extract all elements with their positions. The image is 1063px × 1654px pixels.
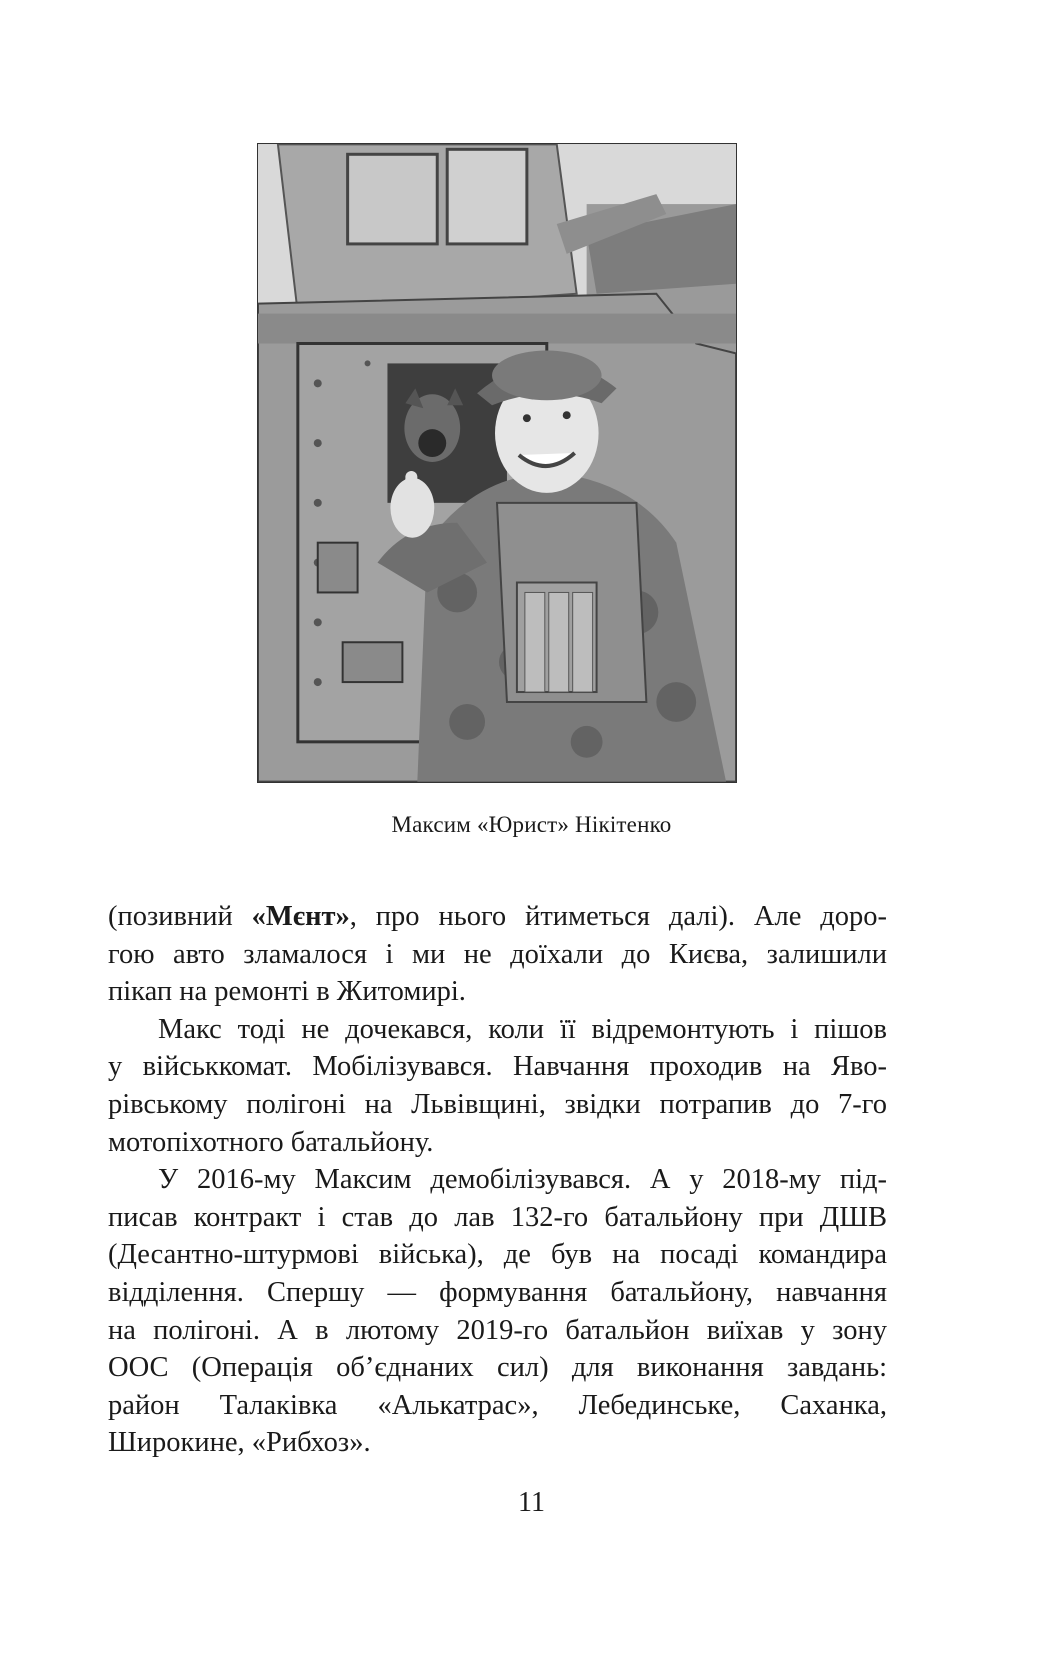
text-line: пікап на ремонті в Житомирі. [108,976,466,1008]
text-line: гою авто зламалося і ми не доїхали до Києва, залишили [108,938,887,970]
text-segment: (позивний [108,901,252,932]
photo-caption: Максим «Юрист» Нікітенко [391,812,672,837]
text-line: відділення. Спершу — формування батальйону, навчання [108,1276,887,1308]
text-line: на полігоні. А в лютому 2019-го батальйон виїхав у зону [108,1314,887,1346]
text-line: У 2016-му Максим демобілізувався. А у 2018-му під- [158,1164,887,1196]
text-line: Макс тоді не дочекався, коли її відремонтують і пішов [158,1013,887,1045]
text-line [108,898,887,936]
text-line: Широкине, «Рибхоз». [108,1427,371,1459]
body-text [108,898,887,1462]
text-line: рівському полігоні на Львівщині, звідки потрапив до 7-го [108,1088,887,1120]
text-line: район Талаківка «Алькатрас», Лебединське, Саханка, [108,1389,887,1421]
page-number: 11 [518,1487,545,1518]
photo-illustration [258,144,736,782]
text-line: (Десантно-штурмові війська), де був на посаді командира [108,1239,887,1271]
text-line: у військкомат. Мобілізувався. Навчання проходив на Яво- [108,1051,887,1083]
text-line: ООС (Операція об’єднаних сил) для виконання завдань: [108,1352,887,1384]
callsign-bold: «Мєнт» [251,901,350,932]
soldier-photo [257,143,737,783]
text-line: писав контракт і став до лав 132-го батальйону при ДШВ [108,1201,887,1233]
text-line: мотопіхотного батальйону. [108,1126,434,1158]
text-segment: , про нього йтиметься далі). Але доро- [349,901,888,932]
